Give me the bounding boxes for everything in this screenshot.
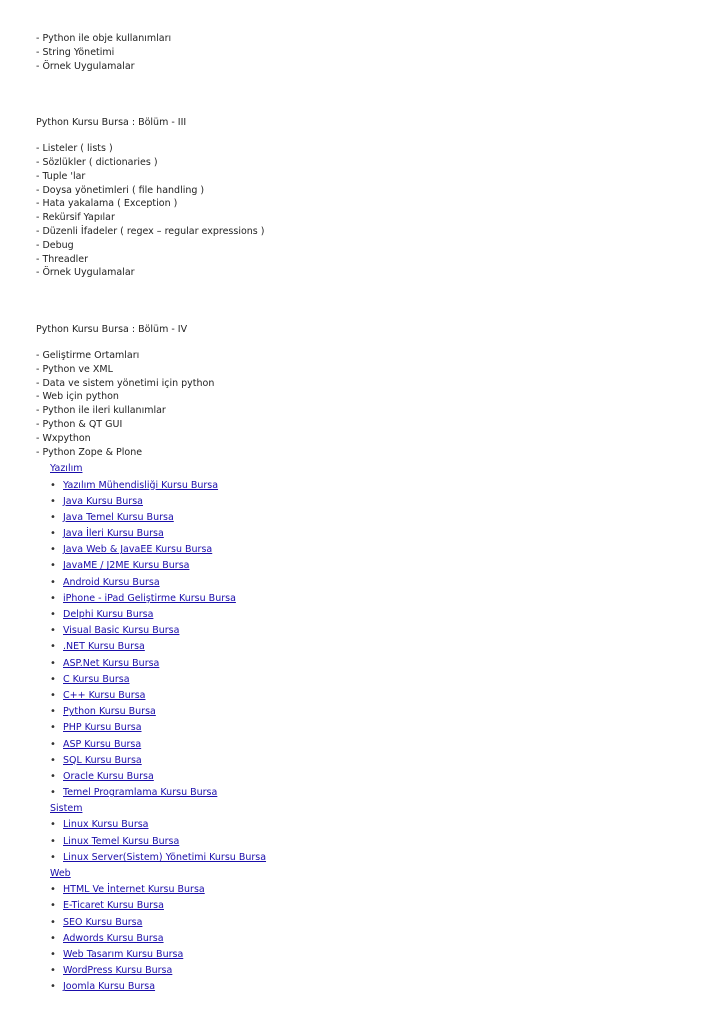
nav-list-item <box>48 591 696 607</box>
bullet-icon: • <box>50 835 56 847</box>
course-link[interactable]: E-Ticaret Kursu Bursa <box>63 900 164 912</box>
list-item: - String Yönetimi <box>36 46 115 58</box>
course-link[interactable]: PHP Kursu Bursa <box>63 722 142 734</box>
nav-list-item <box>48 656 696 672</box>
nav-list-item <box>48 931 696 947</box>
bullet-icon: • <box>50 576 56 588</box>
bullet-icon: • <box>50 544 56 556</box>
bullet-icon: • <box>50 722 56 734</box>
category-yazilim-list <box>36 478 696 802</box>
course-link[interactable]: Visual Basic Kursu Bursa <box>63 625 180 637</box>
bullet-icon: • <box>50 948 56 960</box>
course-link[interactable]: Linux Kursu Bursa <box>63 819 149 831</box>
list-item: - Doysa yönetimleri ( file handling ) <box>36 184 205 196</box>
course-link[interactable]: Yazılım Mühendisliği Kursu Bursa <box>63 479 219 491</box>
course-navigation <box>36 461 696 995</box>
category-yazilim <box>36 461 696 477</box>
nav-list-item <box>48 737 696 753</box>
bullet-icon: • <box>50 851 56 863</box>
bullet-icon: • <box>50 738 56 750</box>
course-link[interactable]: Web Tasarım Kursu Bursa <box>63 948 184 960</box>
course-link[interactable]: ASP.Net Kursu Bursa <box>63 657 160 669</box>
nav-list-item <box>48 478 696 494</box>
bullet-icon: • <box>50 495 56 507</box>
bullet-icon: • <box>50 592 56 604</box>
document-page <box>36 32 696 996</box>
list-item: - Wxpython <box>36 432 91 444</box>
section-3 <box>36 116 696 280</box>
nav-list-item <box>48 688 696 704</box>
nav-list-item <box>48 882 696 898</box>
bullet-icon: • <box>50 787 56 799</box>
nav-list-item <box>48 817 696 833</box>
section-4-title: Python Kursu Bursa : Bölüm - IV <box>36 324 188 336</box>
category-web-link[interactable]: Web <box>50 868 71 880</box>
course-link[interactable]: Joomla Kursu Bursa <box>63 981 156 993</box>
nav-list-item <box>48 575 696 591</box>
nav-list-item <box>48 753 696 769</box>
course-link[interactable]: Java Kursu Bursa <box>63 495 143 507</box>
course-link[interactable]: Android Kursu Bursa <box>63 576 160 588</box>
list-item: - Python ve XML <box>36 363 113 375</box>
course-link[interactable]: SQL Kursu Bursa <box>63 754 142 766</box>
nav-list-item <box>48 785 696 801</box>
course-link[interactable]: Linux Temel Kursu Bursa <box>63 835 180 847</box>
category-sistem <box>36 801 696 817</box>
course-link[interactable]: Java Temel Kursu Bursa <box>63 511 174 523</box>
nav-list-item <box>48 607 696 623</box>
course-link[interactable]: WordPress Kursu Bursa <box>63 965 173 977</box>
nav-list-item <box>48 558 696 574</box>
bullet-icon: • <box>50 673 56 685</box>
list-item: - Tuple 'lar <box>36 170 86 182</box>
bullet-icon: • <box>50 689 56 701</box>
nav-list-item <box>48 526 696 542</box>
course-link[interactable]: Adwords Kursu Bursa <box>63 932 164 944</box>
nav-list-item <box>48 979 696 995</box>
list-item: - Düzenli İfadeler ( regex – regular expressions ) <box>36 225 265 237</box>
nav-list-item <box>48 639 696 655</box>
list-item: - Örnek Uygulamalar <box>36 267 135 279</box>
bullet-icon: • <box>50 900 56 912</box>
bullet-icon: • <box>50 511 56 523</box>
list-item: - Örnek Uygulamalar <box>36 60 135 72</box>
course-link[interactable]: C Kursu Bursa <box>63 673 130 685</box>
list-item: - Listeler ( lists ) <box>36 143 113 155</box>
bullet-icon: • <box>50 916 56 928</box>
nav-list-item <box>48 623 696 639</box>
nav-list-item <box>48 850 696 866</box>
nav-list-item <box>48 915 696 931</box>
list-item: - Geliştirme Ortamları <box>36 349 140 361</box>
category-web <box>36 866 696 882</box>
nav-list-item <box>48 704 696 720</box>
course-link[interactable]: Temel Programlama Kursu Bursa <box>63 787 218 799</box>
category-web-list <box>36 882 696 995</box>
course-link[interactable]: Java Web & JavaEE Kursu Bursa <box>63 544 213 556</box>
bullet-icon: • <box>50 609 56 621</box>
intro-list <box>36 32 696 73</box>
nav-list-item <box>48 769 696 785</box>
nav-list-item <box>48 720 696 736</box>
list-item: - Python ile obje kullanımları <box>36 33 172 44</box>
course-link[interactable]: Linux Server(Sistem) Yönetimi Kursu Bursa <box>63 851 267 863</box>
list-item: - Hata yakalama ( Exception ) <box>36 198 178 210</box>
course-link[interactable]: Python Kursu Bursa <box>63 706 156 718</box>
list-item: - Rekürsif Yapılar <box>36 212 115 224</box>
category-sistem-list <box>36 817 696 866</box>
bullet-icon: • <box>50 479 56 491</box>
nav-list-item <box>48 947 696 963</box>
bullet-icon: • <box>50 560 56 572</box>
section-3-title: Python Kursu Bursa : Bölüm - III <box>36 117 187 129</box>
course-link[interactable]: ASP Kursu Bursa <box>63 738 142 750</box>
bullet-icon: • <box>50 754 56 766</box>
nav-list-item <box>48 898 696 914</box>
list-item: - Web için python <box>36 391 119 403</box>
bullet-icon: • <box>50 641 56 653</box>
category-sistem-link[interactable]: Sistem <box>50 803 83 815</box>
list-item: - Threadler <box>36 253 89 265</box>
course-link[interactable]: C++ Kursu Bursa <box>63 689 146 701</box>
list-item: - Python & QT GUI <box>36 418 123 430</box>
nav-list-item <box>48 672 696 688</box>
nav-list-item <box>48 963 696 979</box>
list-item: - Debug <box>36 239 74 251</box>
list-item: - Python ile ileri kullanımlar <box>36 405 166 417</box>
course-link[interactable]: iPhone - iPad Geliştirme Kursu Bursa <box>63 592 236 604</box>
list-item: - Python Zope & Plone <box>36 446 143 458</box>
nav-list-item <box>48 494 696 510</box>
bullet-icon: • <box>50 528 56 540</box>
course-link[interactable]: Oracle Kursu Bursa <box>63 770 154 782</box>
course-link[interactable]: Delphi Kursu Bursa <box>63 609 154 621</box>
course-link[interactable]: JavaME / J2ME Kursu Bursa <box>63 560 190 572</box>
list-item: - Data ve sistem yönetimi için python <box>36 377 215 389</box>
bullet-icon: • <box>50 932 56 944</box>
nav-list-item <box>48 834 696 850</box>
course-link[interactable]: HTML Ve İnternet Kursu Bursa <box>63 884 205 896</box>
bullet-icon: • <box>50 657 56 669</box>
bullet-icon: • <box>50 706 56 718</box>
bullet-icon: • <box>50 819 56 831</box>
nav-list-item <box>48 542 696 558</box>
course-link[interactable]: SEO Kursu Bursa <box>63 916 143 928</box>
bullet-icon: • <box>50 770 56 782</box>
section-4 <box>36 323 696 459</box>
bullet-icon: • <box>50 625 56 637</box>
bullet-icon: • <box>50 965 56 977</box>
course-link[interactable]: .NET Kursu Bursa <box>63 641 145 653</box>
bullet-icon: • <box>50 981 56 993</box>
nav-list-item <box>48 510 696 526</box>
bullet-icon: • <box>50 884 56 896</box>
list-item: - Sözlükler ( dictionaries ) <box>36 156 158 168</box>
course-link[interactable]: Java İleri Kursu Bursa <box>63 528 164 540</box>
category-yazilim-link[interactable]: Yazılım <box>50 463 83 475</box>
